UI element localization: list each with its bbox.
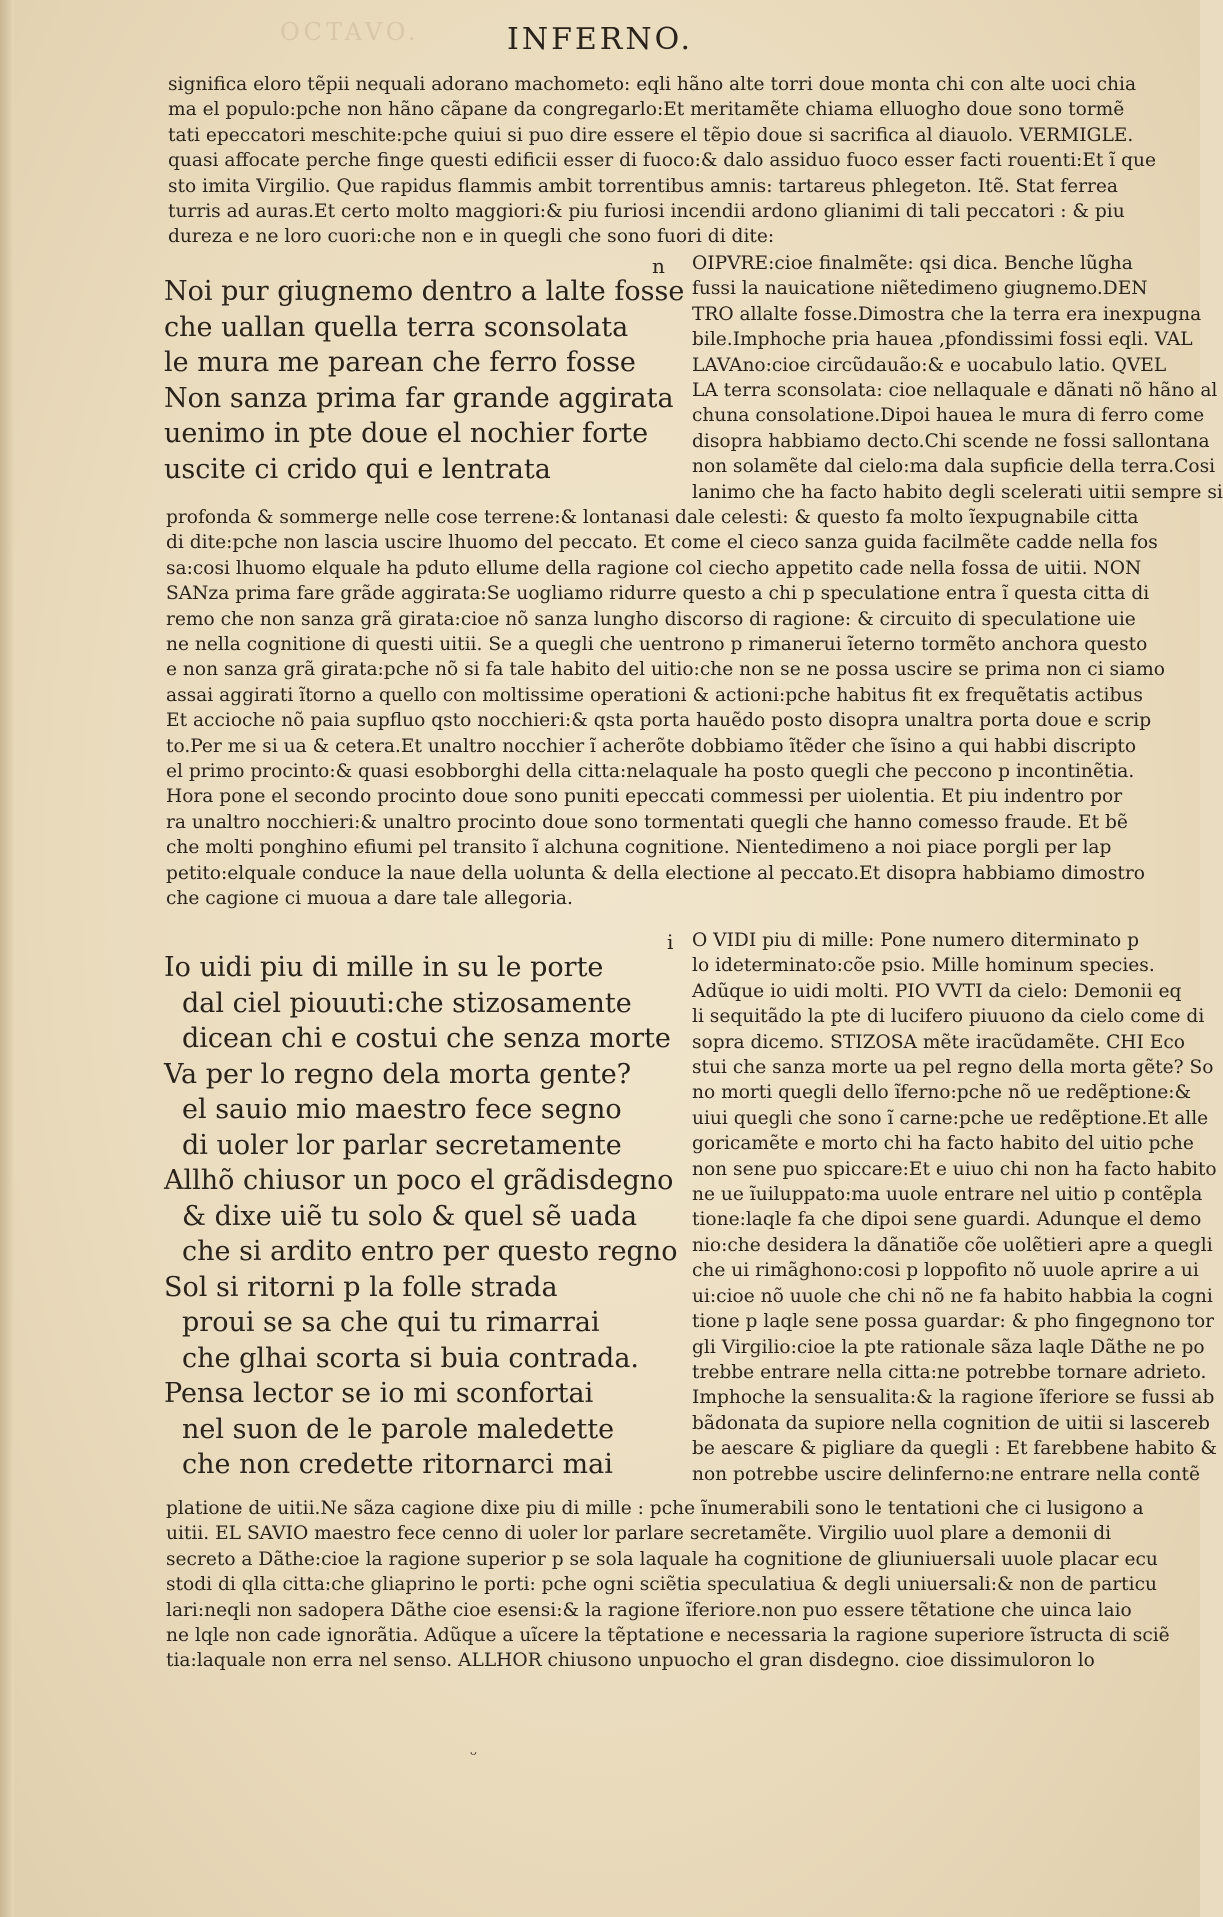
commentary-line: O VIDI piu di mille: Pone numero diterminato p <box>692 930 1139 951</box>
commentary-line: gli Virgilio:cioe la pte rationale sãza laqle Dãthe ne po <box>692 1336 1205 1358</box>
verse-line: dal ciel piouuti:che stizosamente <box>182 987 632 1019</box>
top-commentary <box>168 72 1168 250</box>
running-head: INFERNO. <box>506 22 694 57</box>
commentary-line: che molti ponghino efiumi pel transito ĩ alchuna cognitione. Nientedimeno a noi piace porgli per lap <box>166 837 1112 859</box>
commentary-line: lari:neqli non sadopera Dãthe cioe esensi:& la ragione ĩferiore.non puo essere tẽtatione che uinca laio <box>166 1599 1132 1621</box>
page-edge <box>0 0 14 1917</box>
commentary-line: ui:cioe nõ uuole che chi nõ ne fa habito habbia la cogni <box>692 1285 1213 1307</box>
verse-line: & dixe uiẽ tu solo & quel sẽ uada <box>182 1200 638 1232</box>
verse-block-2 <box>164 950 678 1483</box>
margin-mark: ᵕ <box>470 1745 477 1766</box>
verse-line: Sol si ritorni p la folle strada <box>164 1271 558 1303</box>
side-commentary-2-initial: i <box>667 930 674 954</box>
commentary-line: lo ideterminato:cõe psio. Mille hominum species. <box>692 955 1155 977</box>
commentary-line: ne ue ĩuiluppato:ma uuole entrare nel uitio p contẽpla <box>692 1184 1203 1206</box>
commentary-line: ne nella cognitione di questi uitii. Se a quegli che uentrono p rimanerui ĩeterno tormẽto anchora questo <box>166 634 1148 656</box>
commentary-line: bãdonata da supiore nella cognition de uitii si lascereb <box>692 1412 1210 1434</box>
commentary-line: li sequitãdo la pte di lucifero piuuono da cielo come di <box>692 1006 1205 1028</box>
commentary-line: tione p laqle sene possa guardar: & pho fingegnono tor <box>692 1311 1215 1333</box>
middle-commentary <box>166 505 1166 912</box>
commentary-line: di dite:pche non lascia uscire lhuomo del peccato. Et come el cieco sanza guida facilmẽte cadde nella fos <box>166 532 1158 554</box>
verse-line: Noi pur giugnemo dentro a lalte fosse <box>164 276 685 307</box>
commentary-line: e non sanza grã girata:pche nõ si fa tale habito del uitio:che non se ne possa uscire se prima non ci siamo <box>166 659 1165 681</box>
commentary-line: bile.Imphoche pria hauea ,pfondissimi fossi eqli. VAL <box>692 329 1193 351</box>
commentary-line: platione de uitii.Ne sãza cagione dixe piu di mille : pche ĩnumerabili sono le tentationi che ci lusigono a <box>166 1498 1144 1519</box>
side-commentary-1-initial: n <box>652 254 665 278</box>
verse-line: che si ardito entro per questo regno <box>182 1236 678 1267</box>
verse-line: di uoler lor parlar secretamente <box>182 1129 622 1161</box>
show-through-heading: OCTAVO. <box>280 18 420 46</box>
commentary-line: lanimo che ha facto habito degli scelerati uitii sempre si <box>692 481 1223 503</box>
commentary-line: sto imita Virgilio. Que rapidus flammis ambit torrentibus amnis: tartareus phlegeton. Itẽ. Stat ferrea <box>168 175 1118 197</box>
commentary-line: assai aggirati ĩtorno a quello con moltissime operationi & actioni:pche habitus fit ex frequẽtatis actibus <box>166 684 1143 706</box>
verse-block-1 <box>164 274 685 487</box>
commentary-line: uiui quegli che sono ĩ carne:pche ue redẽptione.Et alle <box>692 1107 1209 1129</box>
commentary-line: tione:laqle fa che dipoi sene guardi. Adunque el demo <box>692 1209 1202 1231</box>
commentary-line: Imphoche la sensualita:& la ragione ĩferiore se fussi ab <box>692 1387 1215 1409</box>
verse-line: Pensa lector se io mi sconfortai <box>164 1378 594 1409</box>
verse-line: dicean chi e costui che senza morte <box>182 1023 671 1054</box>
commentary-line: tati epeccatori meschite:pche quiui si puo dire essere el tẽpio doue si sacrifica al diauolo. VERMIGLE. <box>168 124 1134 146</box>
commentary-line: ne lqle non cade ignorãtia. Adũque a uĩcere la tẽptatione e necessaria la ragione superiore ĩstructa di sciẽ <box>166 1625 1170 1647</box>
verse-line: Non sanza prima far grande aggirata <box>164 382 674 414</box>
commentary-line: ma el populo:pche non hãno cãpane da congregarlo:Et meritamẽte chiama elluogho doue sono tormẽ <box>168 99 1125 121</box>
verse-line: che non credette ritornarci mai <box>182 1449 613 1480</box>
commentary-line: trebbe entrare nella citta:ne potrebbe tornare adrieto. <box>692 1361 1207 1383</box>
commentary-line: nio:che desidera la dãnatiõe cõe uolẽtieri apre a quegli <box>692 1234 1213 1256</box>
verse-line: uenimo in pte doue el nochier forte <box>164 418 649 449</box>
commentary-line: TRO allalte fosse.Dimostra che la terra era inexpugna <box>692 303 1202 325</box>
commentary-line: SANza prima fare grãde aggirata:Se uogliamo ridurre questo a chi p speculatione entra ĩ questa citta di <box>166 583 1150 605</box>
commentary-line: ra unaltro nocchieri:& unaltro procinto doue sono tormentati quegli che hanno comesso fraude. Et bẽ <box>166 811 1128 833</box>
commentary-line: secreto a Dãthe:cioe la ragione superior p se sola laquale ha cognitione de gliuniuersali uuole placar ecu <box>166 1548 1158 1570</box>
verse-line: che uallan quella terra sconsolata <box>164 311 629 343</box>
verse-line: le mura me parean che ferro fosse <box>164 347 636 378</box>
commentary-line: tia:laquale non erra nel senso. ALLHOR chiusono unpuocho el gran disdegno. cioe dissimuloron lo <box>166 1650 1095 1672</box>
commentary-line: non potrebbe uscire delinferno:ne entrare nella contẽ <box>692 1463 1200 1485</box>
commentary-line: disopra habbiamo decto.Chi scende ne fossi sallontana <box>692 430 1210 452</box>
commentary-line: turris ad auras.Et certo molto maggiori:& piu furiosi incendii ardono glianimi di tali peccatori : & piu <box>168 201 1125 223</box>
commentary-line: goricamẽte e morto chi ha facto habito del uitio pche <box>692 1133 1194 1155</box>
commentary-line: sopra dicemo. STIZOSA mẽte iracũdamẽte. CHI Eco <box>692 1031 1185 1053</box>
commentary-line: stui che sanza morte ua pel regno della morta gẽte? So <box>692 1057 1214 1079</box>
commentary-line: to.Per me si ua & cetera.Et unaltro nocchier ĩ acherõte dobbiamo ĩtẽder che ĩsino a qui habbi discripto <box>166 735 1137 757</box>
verse-line: uscite ci crido qui e lentrata <box>164 453 551 485</box>
commentary-line: non solamẽte dal cielo:ma dala supficie della terra.Cosi <box>692 456 1216 478</box>
commentary-line: profonda & sommerge nelle cose terrene:& lontanasi dale celesti: & questo fa molto ĩexpugnabile citta <box>166 507 1139 528</box>
commentary-line: stodi di qlla citta:che gliaprino le porti: pche ogni sciẽtia speculatiua & degli uniuersali:& non de particu <box>166 1574 1157 1596</box>
commentary-line: OIPVRE:cioe finalmẽte: qsi dica. Benche lũgha <box>692 253 1133 274</box>
bottom-commentary <box>166 1496 1170 1674</box>
verse-line: che glhai scorta si buia contrada. <box>182 1342 640 1374</box>
verse-line: Va per lo regno dela morta gente? <box>164 1058 632 1090</box>
verse-line: nel suon de le parole maledette <box>182 1413 615 1445</box>
commentary-line: dureza e ne loro cuori:che non e in quegli che sono fuori di dite: <box>168 226 775 248</box>
commentary-line: quasi affocate perche finge questi edificii esser di fuoco:& dalo assiduo fuoco esser facti rouenti:Et ĩ que <box>168 150 1157 172</box>
verse-line: el sauio mio maestro fece segno <box>182 1094 622 1125</box>
verse-line: proui se sa che qui tu rimarrai <box>182 1307 600 1338</box>
commentary-line: Et accioche nõ paia supfluo qsto nocchieri:& qsta porta hauẽdo posto disopra unaltra porta doue e scrip <box>166 710 1152 732</box>
commentary-line: be aescare & pigliare da quegli : Et farebbene habito & <box>692 1438 1217 1460</box>
commentary-line: non sene puo spiccare:Et e uiuo chi non ha facto habito <box>692 1158 1217 1180</box>
side-commentary-2 <box>692 928 1217 1487</box>
commentary-line: uitii. EL SAVIO maestro fece cenno di uoler lor parlare secretamẽte. Virgilio uuol plare a demonii di <box>166 1523 1112 1545</box>
commentary-line: fussi la nauicatione niẽtedimeno giugnemo.DEN <box>692 278 1148 300</box>
commentary-line: LAVAno:cioe circũdauão:& e uocabulo latio. QVEL <box>692 354 1167 376</box>
commentary-line: che ui rimãghono:cosi p loppofito nõ uuole aprire a ui <box>692 1260 1199 1282</box>
commentary-line: Adũque io uidi molti. PIO VVTI da cielo: Demonii eq <box>692 980 1182 1002</box>
commentary-line: chuna consolatione.Dipoi hauea le mura di ferro come <box>692 405 1205 427</box>
commentary-line: LA terra sconsolata: cioe nellaquale e dãnati nõ hãno al <box>692 380 1218 402</box>
commentary-line: significa eloro tẽpii nequali adorano machometo: eqli hãno alte torri doue monta chi con alte uoci chia <box>168 74 1137 95</box>
commentary-line: petito:elquale conduce la naue della uolunta & della electione al peccato.Et disopra habbiamo dimostro <box>166 862 1145 884</box>
verse-line: Io uidi piu di mille in su le porte <box>164 952 604 983</box>
commentary-line: che cagione ci muoua a dare tale allegoria. <box>166 888 573 910</box>
commentary-line: el primo procinto:& quasi esobborghi della citta:nelaquale ha posto quegli che peccono p incontinẽtia. <box>166 761 1135 783</box>
commentary-line: no morti quegli dello ĩferno:pche nõ ue redẽptione:& <box>692 1082 1192 1104</box>
commentary-line: sa:cosi lhuomo elquale ha pduto ellume della ragione col ciecho appetito cade nella fossa de uitii. NON <box>166 557 1142 579</box>
commentary-line: Hora pone el secondo procinto doue sono puniti epeccati commessi per uiolentia. Et piu indentro por <box>166 786 1123 808</box>
side-commentary-1 <box>692 251 1223 505</box>
commentary-line: remo che non sanza grã girata:cioe nõ sanza lungho discorso di ragione: & circuito di speculatione uie <box>166 608 1136 630</box>
verse-line: Allhõ chiusor un poco el grãdisdegno <box>164 1165 674 1196</box>
